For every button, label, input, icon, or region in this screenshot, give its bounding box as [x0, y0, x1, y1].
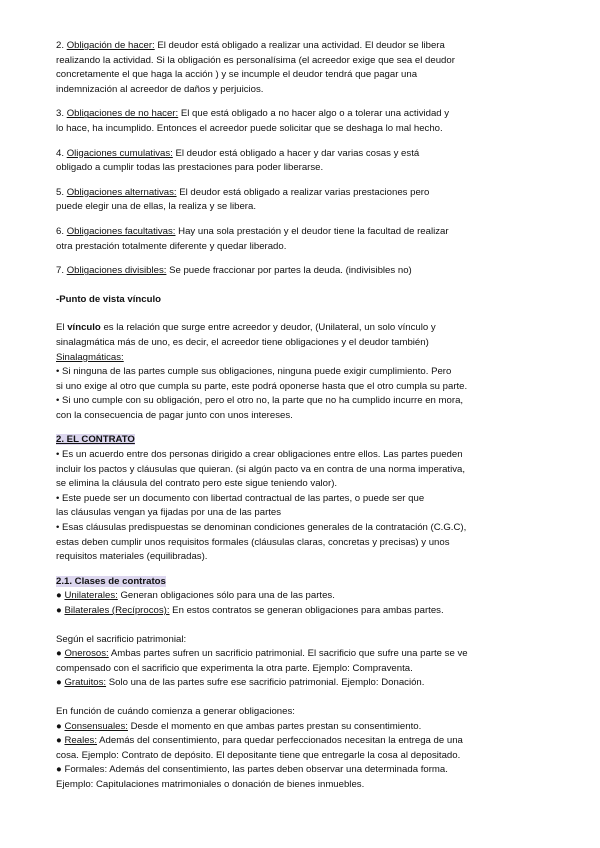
text-line: puede elegir una de ellas, la realiza y se libera. [56, 201, 256, 213]
text-line: Generan obligaciones sólo para una de las partes. [117, 590, 335, 602]
paragraph-obligaciones-divisibles [56, 264, 560, 279]
bullet-icon: ● [56, 648, 65, 660]
text-line: Hay una sola prestación y el deudor tiene la facultad de realizar [175, 225, 449, 237]
item-number: 2. [56, 40, 65, 51]
bullet-line: • Este puede ser un documento con libertad contractual de las partes, o puede ser que [56, 492, 425, 504]
term-bilaterales: Bilaterales (Recíprocos): [64, 605, 170, 616]
bullet-line: con la consecuencia de pagar junto con unos intereses. [56, 409, 293, 421]
text-line: compensado con el sacrificio que experimenta la otra parte. Ejemplo: Compraventa. [56, 662, 413, 674]
text-line: En estos contratos se generan obligaciones para ambas partes. [169, 605, 444, 616]
section-clases-contratos [56, 575, 560, 619]
heading-text: -Punto de vista vínculo [56, 293, 162, 305]
text-line: las cláusulas vengan ya fijadas por una de las partes [56, 507, 282, 519]
text-line: El [56, 322, 68, 334]
item-number: 3. [56, 108, 65, 120]
text-line: El que está obligado a no hacer algo o a tolerar una actividad y [178, 108, 450, 120]
heading-clases-contratos: 2.1. Clases de contratos [56, 575, 166, 587]
bullet-line: • Es un acuerdo entre dos personas dirigido a crear obligaciones entre ellos. Las partes pueden [56, 449, 463, 461]
term-consensuales: Consensuales: [64, 720, 128, 732]
paragraph-obligacion-hacer [56, 39, 560, 97]
item-number: 5. [56, 186, 65, 198]
term-onerosos: Onerosos: [64, 648, 109, 660]
term-obligaciones-facultativas: Obligaciones facultativas: [66, 225, 176, 237]
text-line: El deudor está obligado a hacer y dar varias cosas y está [172, 147, 420, 159]
item-number: 7. [56, 265, 65, 277]
bullet-line: si uno exige al otro que cumpla su parte, este podrá oponerse hasta que el otro cumpla su parte. [56, 380, 468, 392]
text-line: lo hace, ha incumplido. Entonces el acreedor puede solicitar que se deshaga lo mal hecho. [56, 122, 443, 134]
term-obligaciones-divisibles: Obligaciones divisibles: [66, 265, 167, 277]
heading-el-contrato: 2. EL CONTRATO [56, 434, 135, 446]
bullet-icon: ● [56, 677, 65, 689]
intro-text: Según el sacrificio patrimonial: [56, 633, 187, 645]
term-obligacion-hacer: Obligación de hacer: [66, 40, 155, 51]
term-obligaciones-cumulativas: Oligaciones cumulativas: [66, 147, 173, 159]
text-line: es la relación que surge entre acreedor y deudor, (Unilateral, un solo vínculo y [100, 322, 436, 334]
term-reales: Reales: [64, 735, 97, 747]
paragraph-obligaciones-facultativas [56, 225, 560, 254]
text-line: ● Formales: Además del consentimiento, las partes deben observar una determinada forma. [56, 764, 448, 776]
section-el-contrato [56, 433, 560, 564]
text-line: Ejemplo: Capitulaciones matrimoniales o donación de bienes inmuebles. [56, 778, 365, 790]
term-vinculo: vínculo [67, 322, 101, 334]
paragraph-obligaciones-alternativas [56, 186, 560, 215]
paragraph-obligaciones-cumulativas [56, 147, 560, 176]
text-line: indemnización al acreedor de daños y perjuicios. [56, 83, 264, 95]
text-line: estas deben cumplir unos requisitos formales (cláusulas claras, concretas y precisas) y unos [56, 536, 450, 548]
term-obligaciones-alternativas: Obligaciones alternativas: [66, 186, 177, 198]
text-line: El deudor está obligado a realizar una actividad. El deudor se libera [154, 40, 445, 51]
text-line: requisitos materiales (equilibradas). [56, 551, 208, 563]
intro-text: En función de cuándo comienza a generar obligaciones: [56, 705, 295, 717]
bullet-icon: ● [56, 605, 65, 616]
bullet-line: • Esas cláusulas predispuestas se denominan condiciones generales de la contratación (C.G.C), [56, 522, 467, 534]
text-line: concretamente el que haga la acción ) y se incumple el deudor tendrá que pagar una [56, 69, 418, 81]
text-line: cosa. Ejemplo: Contrato de depósito. El depositante tiene que entregarle la cosa al depositado. [56, 749, 461, 761]
bullet-line: • Si uno cumple con su obligación, pero el otro no, la parte que no ha cumplido incurre en mora, [56, 395, 464, 407]
bullet-icon: ● [56, 720, 65, 732]
bullet-icon: ● [56, 590, 65, 602]
paragraph-obligaciones-no-hacer [56, 107, 560, 136]
term-obligaciones-no-hacer: Obligaciones de no hacer: [66, 108, 179, 120]
text-line: sinalagmática más de uno, es decir, el acreedor tiene obligaciones y el deudor también) [56, 336, 429, 348]
section-sacrificio-patrimonial [56, 633, 560, 691]
text-line: otra prestación totalmente diferente y quedar liberado. [56, 240, 287, 252]
item-number: 6. [56, 225, 65, 237]
subheading-sinalagmaticas: Sinalagmáticas: [56, 351, 124, 363]
text-line: realizando la actividad. Si la obligación es personalísima (el acreedor exige que sea el deudor [56, 54, 455, 66]
text-line: Solo una de las partes sufre ese sacrificio patrimonial. Ejemplo: Donación. [106, 677, 425, 689]
term-gratuitos: Gratuitos: [64, 677, 107, 689]
paragraph-vinculo [56, 321, 560, 423]
text-line: El deudor está obligado a realizar varias prestaciones pero [176, 186, 430, 198]
bullet-line: • Si ninguna de las partes cumple sus obligaciones, ninguna puede exigir cumplimiento. Pero [56, 366, 452, 378]
section-generar-obligaciones [56, 705, 560, 793]
text-line: obligado a cumplir todas las prestaciones para poder liberarse. [56, 162, 324, 174]
text-line: incluir los pactos y cláusulas que quieran. (si algún pacto va en contra de una norma imperativa, [56, 463, 466, 475]
text-line: se elimina la cláusula del contrato pero este sigue teniendo valor). [56, 478, 338, 490]
text-line: Se puede fraccionar por partes la deuda. (indivisibles no) [166, 265, 412, 277]
text-line: Desde el momento en que ambas partes prestan su consentimiento. [127, 720, 422, 732]
section-heading-vinculo [56, 293, 560, 308]
text-line: Ambas partes sufren un sacrificio patrimonial. El sacrificio que sufre una parte se ve [108, 648, 468, 660]
bullet-icon: ● [56, 735, 65, 747]
text-line: Además del consentimiento, para quedar perfeccionados necesitan la entrega de una [97, 735, 463, 747]
term-unilaterales: Unilaterales: [64, 590, 118, 602]
item-number: 4. [56, 147, 65, 159]
